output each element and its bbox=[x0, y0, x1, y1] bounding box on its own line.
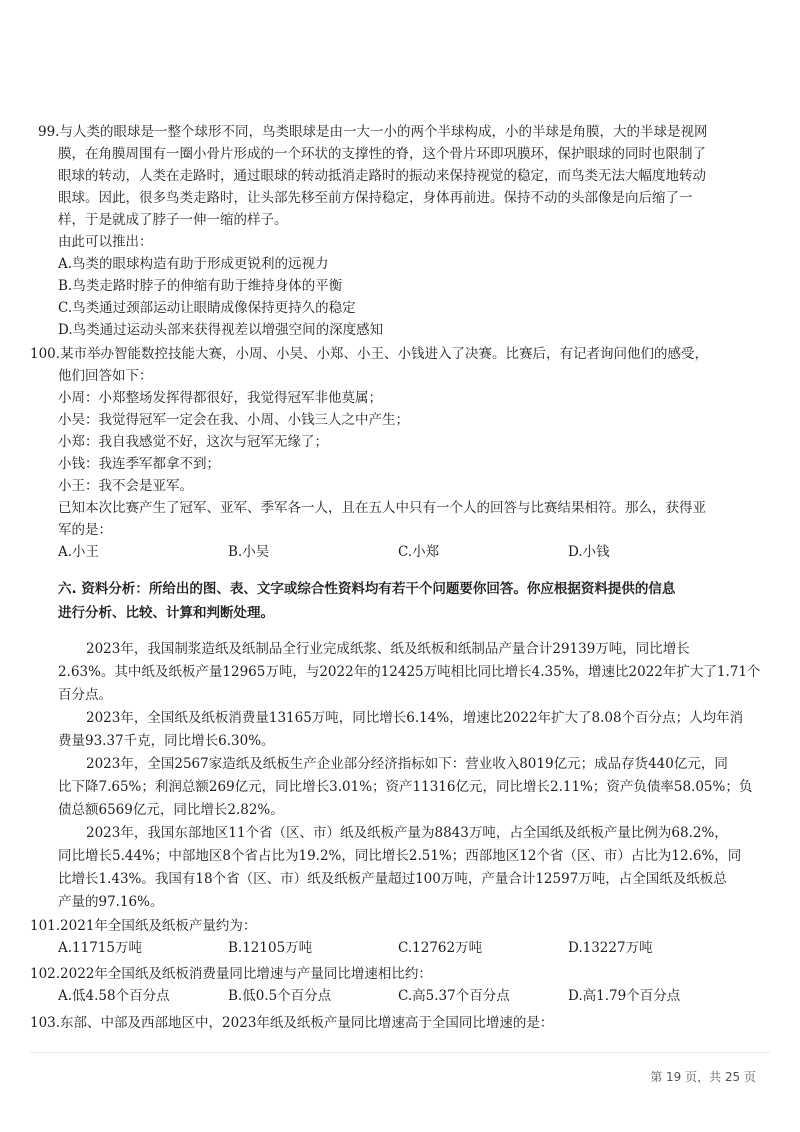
options-row bbox=[30, 985, 750, 1007]
option-c[interactable]: C.鸟类通过颈部运动让眼睛成像保持更持久的稳定 bbox=[58, 300, 356, 316]
material-paragraph-3: 2023年，全国2567家造纸及纸板生产企业部分经济指标如下：营业收入8019亿元；成品存货440亿元，同 bbox=[86, 756, 728, 772]
material-paragraph-1: 2023年，我国制浆造纸及纸制品全行业完成纸浆、纸及纸板和纸制品产量合计29139万吨，同比增长 bbox=[86, 641, 690, 657]
statement-wang: 小王：我不会是亚军。 bbox=[58, 478, 193, 494]
statement-zheng: 小郑：我自我感觉不好，这次与冠军无缘了； bbox=[58, 434, 328, 450]
option-d[interactable]: D.小钱 bbox=[568, 544, 610, 560]
question-text-line: 膜，在角膜周围有一圈小骨片形成的一个环状的支撑性的脊，这个骨片环即巩膜环，保护眼球的同时也限制了 bbox=[58, 146, 706, 162]
material-paragraph-4: 2023年，我国东部地区11个省（区、市）纸及纸板产量为8843万吨，占全国纸及纸板产量比例为68.2%， bbox=[86, 825, 728, 841]
statement-qian: 小钱：我连季军都拿不到； bbox=[58, 456, 220, 472]
option-a[interactable]: A.低4.58个百分点 bbox=[58, 988, 170, 1004]
material-text: 2023年，我国制浆造纸及纸制品全行业完成纸浆、纸及纸板和纸制品产量合计29139万吨，同比增长 2.63%。其中纸及纸板产量12965万吨，与2022年的12425万吨相比同比增长4.35%，增速比2022年扩大了1.71个 百分点。 2023年，全国纸及纸板消费量13165万吨，同比增长6.14%，增速比2022年扩大了8.08个百分点；人均年消 费量93.37千克，同比增长6.30%。 2023年，全国2567家造纸及纸板生产企业部分经济指标如下：营业收入8019亿元；成品存货440亿元，同 比下降7.65%；利润总额269亿元，同比增长3.01%；资产11316亿元，同比增长2.11%；资产负债率58.05%；负 债总额6569亿元，同比增长2.82%。 2023年，我国东部地区11个省（区、市）纸及纸板产量为8843万吨，占全国纸及纸板产量比例为68.2%， 同比增长5.44%；中部地区8个省占比为19.2%，同比增长2.51%；西部地区12个省（区、市）占比为12.6%，同 比增长1.43%。我国有18个省（区、市）纸及纸板产量超过100万吨，产量合计12597万吨，占全国纸及纸板总 产量的97.16%。 bbox=[58, 638, 758, 914]
question-text-line: 眼球的转动，人类在走路时，通过眼球的转动抵消走路时的振动来保持视觉的稳定，而鸟类无法大幅度地转动 bbox=[58, 168, 706, 184]
question-prompt: 军的是： bbox=[58, 522, 112, 538]
question-text-line: 103.东部、中部及西部地区中，2023年纸及纸板产量同比增速高于全国同比增速的是： bbox=[30, 1015, 554, 1031]
options-row bbox=[30, 937, 750, 959]
question-99 bbox=[38, 121, 758, 341]
question-text-line: 样，于是就成了脖子一伸一缩的样子。 bbox=[58, 212, 288, 228]
question-text-line: 眼球。因此，很多鸟类走路时，让头部先移至前方保持稳定，身体再前进。保持不动的头部像是向后缩了一 bbox=[58, 190, 693, 206]
question-text-line: 与人类的眼球是一整个球形不同，鸟类眼球是由一大一小的两个半球构成，小的半球是角膜，大的半球是视网 bbox=[59, 124, 708, 140]
page-number: 第 19 页，共 25 页 bbox=[650, 1070, 756, 1084]
question-text-line: 他们回答如下： bbox=[58, 368, 153, 384]
option-b[interactable]: B.鸟类走路时脖子的伸缩有助于维持身体的平衡 bbox=[58, 278, 343, 294]
question-100 bbox=[30, 343, 750, 563]
question-text-line: 某市举办智能数控技能大赛，小周、小吴、小郑、小王、小钱进入了决赛。比赛后，有记者询问他们的感受， bbox=[60, 346, 709, 362]
question-103 bbox=[30, 1012, 750, 1034]
option-a[interactable]: A.11715万吨 bbox=[58, 940, 142, 956]
option-c[interactable]: C.高5.37个百分点 bbox=[398, 988, 510, 1004]
material-paragraph-2: 2023年，全国纸及纸板消费量13165万吨，同比增长6.14%，增速比2022年扩大了8.08个百分点；人均年消 bbox=[86, 710, 744, 726]
option-c[interactable]: C.12762万吨 bbox=[398, 940, 483, 956]
statement-wu: 小吴：我觉得冠军一定会在我、小周、小钱三人之中产生； bbox=[58, 412, 409, 428]
question-text-line: 102.2022年全国纸及纸板消费量同比增速与产量同比增速相比约： bbox=[30, 966, 432, 982]
option-c[interactable]: C.小郑 bbox=[398, 544, 440, 560]
option-d[interactable]: D.高1.79个百分点 bbox=[568, 988, 681, 1004]
option-b[interactable]: B.12105万吨 bbox=[228, 940, 313, 956]
option-a[interactable]: A.鸟类的眼球构造有助于形成更锐利的远视力 bbox=[58, 256, 329, 272]
option-d[interactable]: D.鸟类通过运动头部来获得视差以增强空间的深度感知 bbox=[58, 322, 384, 338]
section-heading: 六. 资料分析：所给出的图、表、文字或综合性资料均有若干个问题要你回答。你应根据资料提供的信息 进行分析、比较、计算和判断处理。 bbox=[58, 581, 676, 621]
question-text-line: 已知本次比赛产生了冠军、亚军、季军各一人，且在五人中只有一个人的回答与比赛结果相符。那么，获得亚 bbox=[58, 500, 706, 516]
question-102 bbox=[30, 963, 750, 1007]
options-row bbox=[30, 541, 750, 563]
option-a[interactable]: A.小王 bbox=[58, 544, 100, 560]
question-prompt: 由此可以推出： bbox=[58, 234, 153, 250]
question-text-line: 101.2021年全国纸及纸板产量约为： bbox=[30, 918, 257, 934]
option-d[interactable]: D.13227万吨 bbox=[568, 940, 653, 956]
option-b[interactable]: B.小吴 bbox=[228, 544, 270, 560]
footer-divider bbox=[30, 1052, 770, 1053]
question-101 bbox=[30, 915, 750, 959]
option-b[interactable]: B.低0.5个百分点 bbox=[228, 988, 332, 1004]
question-number: 100. bbox=[30, 346, 61, 362]
question-number: 99. bbox=[38, 124, 60, 140]
statement-zhou: 小周：小郑整场发挥得都很好，我觉得冠军非他莫属； bbox=[58, 390, 382, 406]
